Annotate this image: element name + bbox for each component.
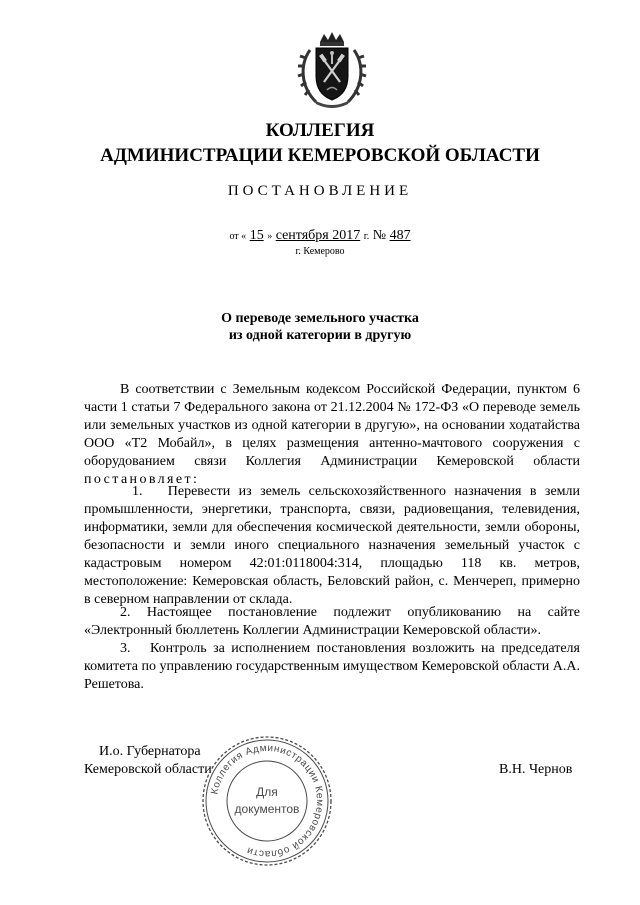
date-mid: » <box>267 231 273 242</box>
date-line <box>0 228 640 244</box>
preamble-text: В соответствии с Земельным кодексом Российской Федерации, пунктом 6 части 1 статьи 7 Федерального закона от 21.12.2004 № 172-ФЗ «О переводе земель или земельных участков из одной категории в другую», на основании ходатайства ООО «Т2 Мобайл», в целях размещения антенно-мачтового сооружения с оборудованием связи Коллегия Администрации Кемеровской области <box>84 382 580 469</box>
svg-text:Для: Для <box>256 785 278 799</box>
document-number: 487 <box>389 228 411 243</box>
document-title-line1: О переводе земельного участка <box>221 311 419 326</box>
item-3-paragraph: 3. Контроль за исполнением постановления возложить на председателя комитета по управлению государственным имуществом Кемеровской области А.А. Решетова. <box>84 641 580 692</box>
city: г. Кемерово <box>295 246 345 257</box>
svg-text:Коллегия Администрации Кемеров: Коллегия Администрации Кемеровской области <box>209 742 326 860</box>
date-month-year: сентября 2017 <box>275 228 361 243</box>
decree-word: постановляет: <box>84 472 200 487</box>
org-name-line2: АДМИНИСТРАЦИИ КЕМЕРОВСКОЙ ОБЛАСТИ <box>100 145 540 166</box>
date-year-suffix: г. <box>363 231 370 242</box>
item-1-paragraph: 1. Перевести из земель сельскохозяйственного назначения в земли промышленности, энергетики, транспорта, связи, радиовещания, телевидения, информатики, земли для обеспечения космической деятельности, земли обороны, безопасности и земли иного специального назначения земельный участок с кадастровым номером 42:01:0118004:314, площадью 118 кв. метров, местоположение: Кемеровская область, Беловский район, с. Менчереп, примерно в северном направлении от склада. <box>84 484 580 607</box>
preamble-paragraph <box>84 381 580 489</box>
svg-text:документов: документов <box>234 802 300 816</box>
org-name-line1: КОЛЛЕГИЯ <box>265 120 375 141</box>
item-2-paragraph: 2. Настоящее постановление подлежит опубликованию на сайте «Электронный бюллетень Коллегии Администрации Кемеровской области». <box>84 605 580 638</box>
document-type: ПОСТАНОВЛЕНИЕ <box>227 183 413 199</box>
official-seal-stamp <box>200 734 334 868</box>
date-day: 15 <box>249 228 264 243</box>
signatory-title-line1: И.о. Губернатора <box>99 744 201 759</box>
number-sign: № <box>372 228 387 243</box>
signatory-name: В.Н. Чернов <box>499 762 573 777</box>
document-title-line2: из одной категории в другую <box>228 328 412 343</box>
signatory-title-line2: Кемеровской области <box>84 762 212 777</box>
coat-of-arms-icon <box>296 30 368 110</box>
date-prefix: от « <box>229 231 247 242</box>
